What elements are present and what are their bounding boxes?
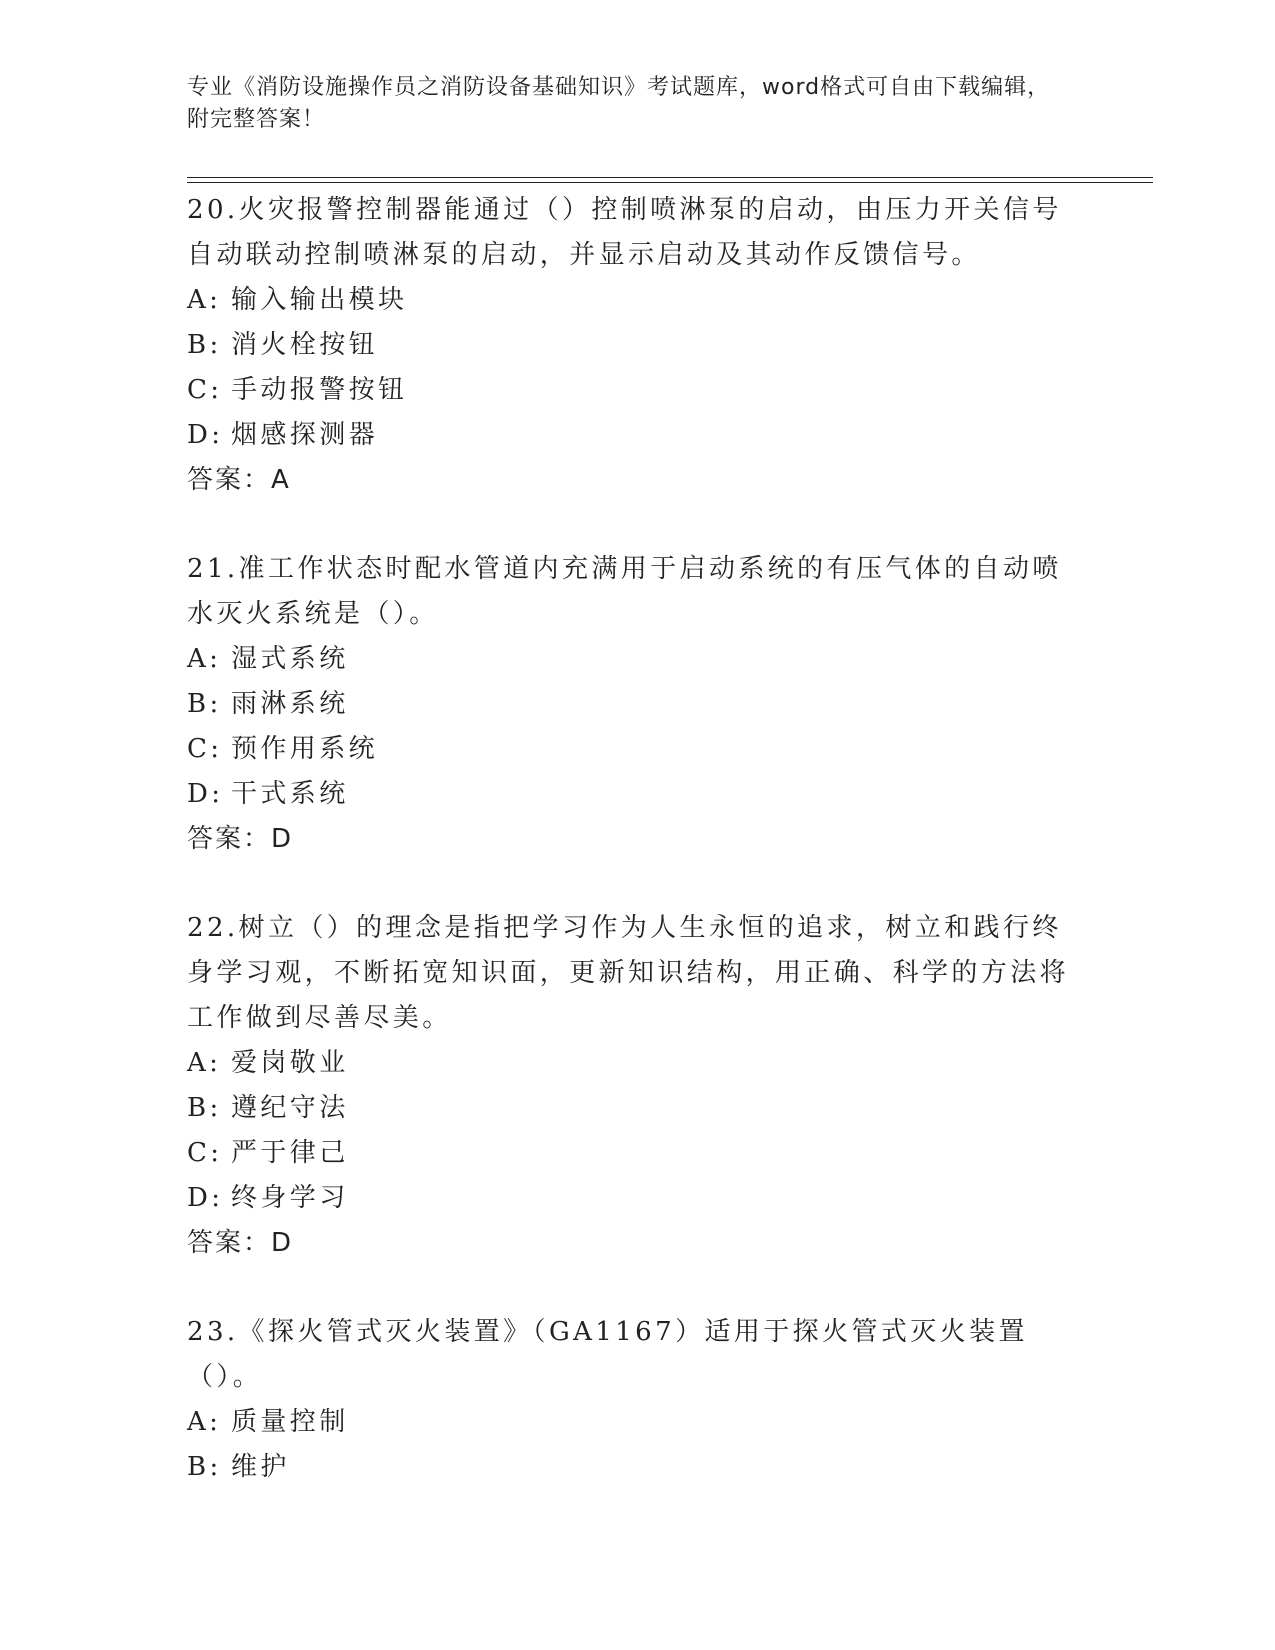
question-21 xyxy=(187,547,1087,862)
option-c xyxy=(187,727,1087,772)
option-text: 湿式系统 xyxy=(231,644,349,674)
option-key: C: xyxy=(187,734,223,764)
option-key: B: xyxy=(187,330,222,360)
option-key: D: xyxy=(187,1183,224,1213)
question-stem: 21.准工作状态时配水管道内充满用于启动系统的有压气体的自动喷水灭火系统是（）。 xyxy=(187,554,1062,629)
option-key: A: xyxy=(187,1407,222,1437)
option-key: C: xyxy=(187,375,223,405)
option-key: A: xyxy=(187,285,222,315)
answer-label: 答案： xyxy=(187,465,272,495)
option-c xyxy=(187,1131,1087,1176)
option-text: 干式系统 xyxy=(231,779,349,809)
option-key: B: xyxy=(187,689,222,719)
option-key: B: xyxy=(187,1452,222,1482)
option-b xyxy=(187,1445,1087,1490)
question-stem: 22.树立（）的理念是指把学习作为人生永恒的追求，树立和践行终身学习观，不断拓宽知识面，更新知识结构，用正确、科学的方法将工作做到尽善尽美。 xyxy=(187,913,1070,1033)
option-a xyxy=(187,1041,1087,1086)
question-stem: 23.《探火管式灭火装置》（GA1167）适用于探火管式灭火装置（）。 xyxy=(187,1317,1028,1392)
question-22 xyxy=(187,906,1087,1266)
option-a xyxy=(187,637,1087,682)
answer-label: 答案： xyxy=(187,1228,272,1258)
answer-line xyxy=(187,458,1087,503)
answer-line xyxy=(187,817,1087,862)
option-key: C: xyxy=(187,1138,223,1168)
option-text: 维护 xyxy=(231,1452,290,1482)
option-a xyxy=(187,1400,1087,1445)
answer-value: D xyxy=(271,824,294,854)
option-text: 严于律己 xyxy=(231,1138,349,1168)
option-d xyxy=(187,1176,1087,1221)
option-key: D: xyxy=(187,779,224,809)
option-key: B: xyxy=(187,1093,222,1123)
answer-value: A xyxy=(271,465,291,495)
answer-value: D xyxy=(271,1228,294,1258)
option-key: A: xyxy=(187,1048,222,1078)
option-key: D: xyxy=(187,420,224,450)
option-a xyxy=(187,278,1087,323)
option-d xyxy=(187,772,1087,817)
document-header: 专业《消防设施操作员之消防设备基础知识》考试题库，word格式可自由下载编辑，附完整答案！ xyxy=(187,75,1051,132)
option-text: 爱岗敬业 xyxy=(231,1048,349,1078)
option-b xyxy=(187,682,1087,727)
option-c xyxy=(187,368,1087,413)
option-text: 预作用系统 xyxy=(231,734,379,764)
question-list xyxy=(187,188,1087,1534)
option-d xyxy=(187,413,1087,458)
option-text: 烟感探测器 xyxy=(231,420,379,450)
option-text: 手动报警按钮 xyxy=(231,375,408,405)
header-divider-top xyxy=(187,177,1153,178)
header-divider-bottom xyxy=(187,182,1153,183)
option-text: 终身学习 xyxy=(231,1183,349,1213)
option-text: 遵纪守法 xyxy=(231,1093,349,1123)
question-23 xyxy=(187,1310,1087,1490)
option-text: 质量控制 xyxy=(231,1407,349,1437)
question-stem: 20.火灾报警控制器能通过（）控制喷淋泵的启动，由压力开关信号自动联动控制喷淋泵的启动，并显示启动及其动作反馈信号。 xyxy=(187,195,1062,270)
option-b xyxy=(187,1086,1087,1131)
question-20 xyxy=(187,188,1087,503)
answer-label: 答案： xyxy=(187,824,272,854)
option-text: 雨淋系统 xyxy=(231,689,349,719)
answer-line xyxy=(187,1221,1087,1266)
option-text: 输入输出模块 xyxy=(231,285,408,315)
option-b xyxy=(187,323,1087,368)
option-text: 消火栓按钮 xyxy=(231,330,379,360)
option-key: A: xyxy=(187,644,222,674)
